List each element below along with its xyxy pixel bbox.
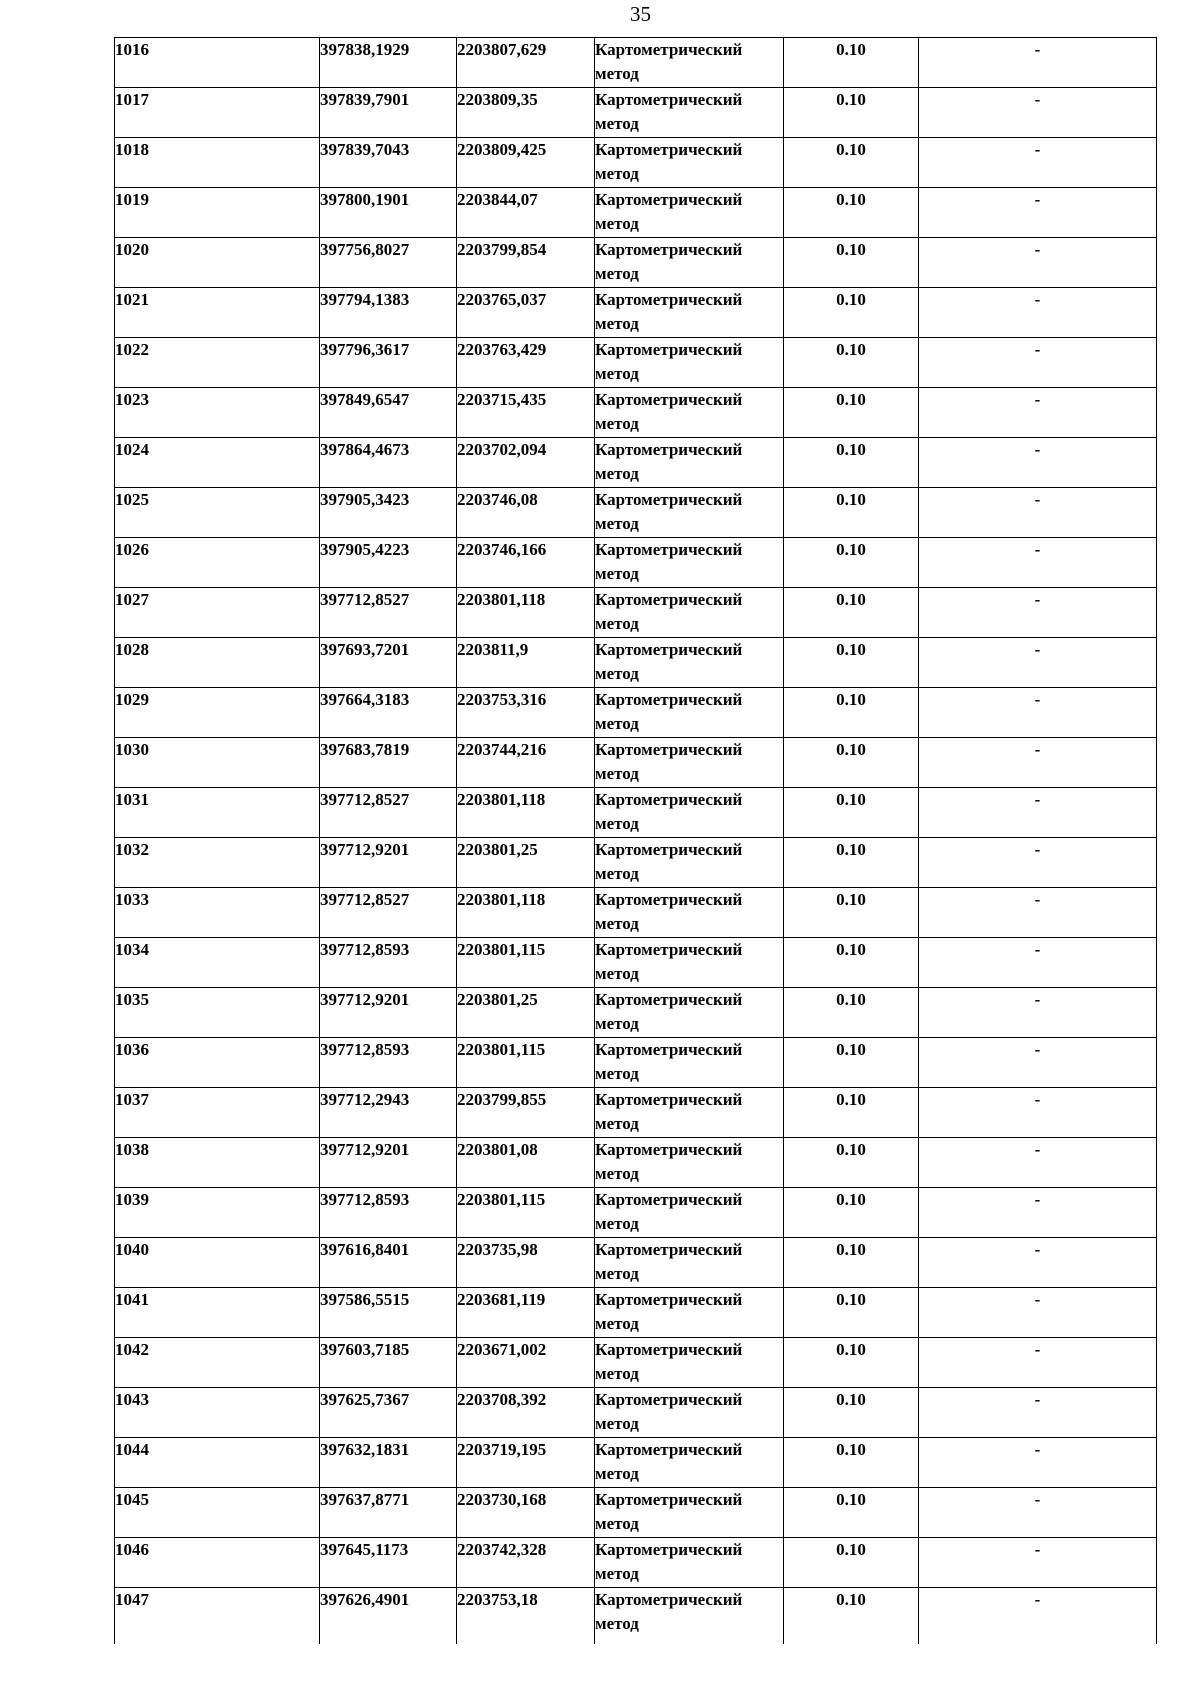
point-number-cell: 1026: [115, 538, 320, 588]
table-row: [115, 438, 1157, 488]
point-number-cell: 1024: [115, 438, 320, 488]
accuracy-cell: 0.10: [784, 1488, 919, 1538]
table-row: [115, 1238, 1157, 1288]
x-coordinate-cell: 397712,8593: [320, 1038, 457, 1088]
method-cell: Картометрический метод: [595, 438, 784, 488]
x-coordinate-cell: 397756,8027: [320, 238, 457, 288]
method-cell: Картометрический метод: [595, 988, 784, 1038]
accuracy-cell: 0.10: [784, 1188, 919, 1238]
table-row: [115, 1388, 1157, 1438]
x-coordinate-cell: 397796,3617: [320, 338, 457, 388]
y-coordinate-cell: 2203801,25: [457, 838, 595, 888]
note-cell: -: [919, 438, 1157, 488]
accuracy-cell: 0.10: [784, 38, 919, 88]
accuracy-cell: 0.10: [784, 1338, 919, 1388]
method-cell: Картометрический метод: [595, 1038, 784, 1088]
table-row: [115, 488, 1157, 538]
y-coordinate-cell: 2203801,118: [457, 588, 595, 638]
table-row: [115, 838, 1157, 888]
point-number-cell: 1043: [115, 1388, 320, 1438]
x-coordinate-cell: 397838,1929: [320, 38, 457, 88]
method-cell: Картометрический метод: [595, 638, 784, 688]
x-coordinate-cell: 397712,8593: [320, 1188, 457, 1238]
method-cell: Картометрический метод: [595, 1088, 784, 1138]
note-cell: -: [919, 388, 1157, 438]
point-number-cell: 1047: [115, 1588, 320, 1644]
point-number-cell: 1023: [115, 388, 320, 438]
note-cell: -: [919, 838, 1157, 888]
y-coordinate-cell: 2203671,002: [457, 1338, 595, 1388]
accuracy-cell: 0.10: [784, 488, 919, 538]
accuracy-cell: 0.10: [784, 938, 919, 988]
note-cell: -: [919, 988, 1157, 1038]
method-cell: Картометрический метод: [595, 888, 784, 938]
x-coordinate-cell: 397905,4223: [320, 538, 457, 588]
x-coordinate-cell: 397616,8401: [320, 1238, 457, 1288]
page-number: 35: [630, 2, 651, 26]
table-row: [115, 988, 1157, 1038]
x-coordinate-cell: 397864,4673: [320, 438, 457, 488]
x-coordinate-cell: 397800,1901: [320, 188, 457, 238]
table-row: [115, 1438, 1157, 1488]
y-coordinate-cell: 2203763,429: [457, 338, 595, 388]
method-cell: Картометрический метод: [595, 1438, 784, 1488]
table-row: [115, 1588, 1157, 1644]
accuracy-cell: 0.10: [784, 1088, 919, 1138]
note-cell: -: [919, 1238, 1157, 1288]
accuracy-cell: 0.10: [784, 638, 919, 688]
table-body: [115, 38, 1157, 1644]
y-coordinate-cell: 2203801,115: [457, 938, 595, 988]
note-cell: -: [919, 88, 1157, 138]
point-number-cell: 1030: [115, 738, 320, 788]
x-coordinate-cell: 397626,4901: [320, 1588, 457, 1644]
accuracy-cell: 0.10: [784, 788, 919, 838]
point-number-cell: 1027: [115, 588, 320, 638]
point-number-cell: 1025: [115, 488, 320, 538]
x-coordinate-cell: 397586,5515: [320, 1288, 457, 1338]
point-number-cell: 1018: [115, 138, 320, 188]
table-row: [115, 538, 1157, 588]
accuracy-cell: 0.10: [784, 1288, 919, 1338]
point-number-cell: 1038: [115, 1138, 320, 1188]
x-coordinate-cell: 397632,1831: [320, 1438, 457, 1488]
x-coordinate-cell: 397625,7367: [320, 1388, 457, 1438]
accuracy-cell: 0.10: [784, 238, 919, 288]
table-row: [115, 788, 1157, 838]
point-number-cell: 1044: [115, 1438, 320, 1488]
y-coordinate-cell: 2203746,08: [457, 488, 595, 538]
point-number-cell: 1035: [115, 988, 320, 1038]
accuracy-cell: 0.10: [784, 838, 919, 888]
x-coordinate-cell: 397603,7185: [320, 1338, 457, 1388]
accuracy-cell: 0.10: [784, 288, 919, 338]
method-cell: Картометрический метод: [595, 238, 784, 288]
method-cell: Картометрический метод: [595, 1488, 784, 1538]
x-coordinate-cell: 397712,9201: [320, 1138, 457, 1188]
y-coordinate-cell: 2203735,98: [457, 1238, 595, 1288]
y-coordinate-cell: 2203715,435: [457, 388, 595, 438]
accuracy-cell: 0.10: [784, 1538, 919, 1588]
method-cell: Картометрический метод: [595, 688, 784, 738]
y-coordinate-cell: 2203801,115: [457, 1188, 595, 1238]
table-row: [115, 1138, 1157, 1188]
coordinates-table: [114, 37, 1157, 1644]
point-number-cell: 1042: [115, 1338, 320, 1388]
note-cell: -: [919, 1588, 1157, 1644]
method-cell: Картометрический метод: [595, 488, 784, 538]
note-cell: -: [919, 1538, 1157, 1588]
method-cell: Картометрический метод: [595, 88, 784, 138]
note-cell: -: [919, 1438, 1157, 1488]
point-number-cell: 1032: [115, 838, 320, 888]
accuracy-cell: 0.10: [784, 338, 919, 388]
method-cell: Картометрический метод: [595, 138, 784, 188]
accuracy-cell: 0.10: [784, 588, 919, 638]
method-cell: Картометрический метод: [595, 1138, 784, 1188]
y-coordinate-cell: 2203799,855: [457, 1088, 595, 1138]
y-coordinate-cell: 2203801,118: [457, 788, 595, 838]
accuracy-cell: 0.10: [784, 1138, 919, 1188]
x-coordinate-cell: 397849,6547: [320, 388, 457, 438]
table-row: [115, 338, 1157, 388]
x-coordinate-cell: 397712,8527: [320, 588, 457, 638]
y-coordinate-cell: 2203811,9: [457, 638, 595, 688]
table-row: [115, 738, 1157, 788]
y-coordinate-cell: 2203801,25: [457, 988, 595, 1038]
table-row: [115, 388, 1157, 438]
table-row: [115, 1288, 1157, 1338]
y-coordinate-cell: 2203807,629: [457, 38, 595, 88]
accuracy-cell: 0.10: [784, 1038, 919, 1088]
y-coordinate-cell: 2203801,115: [457, 1038, 595, 1088]
method-cell: Картометрический метод: [595, 1538, 784, 1588]
table-row: [115, 1188, 1157, 1238]
method-cell: Картометрический метод: [595, 588, 784, 638]
y-coordinate-cell: 2203708,392: [457, 1388, 595, 1438]
x-coordinate-cell: 397712,8527: [320, 788, 457, 838]
table-row: [115, 1488, 1157, 1538]
note-cell: -: [919, 538, 1157, 588]
table-row: [115, 288, 1157, 338]
method-cell: Картометрический метод: [595, 1288, 784, 1338]
note-cell: -: [919, 1338, 1157, 1388]
x-coordinate-cell: 397712,8593: [320, 938, 457, 988]
note-cell: -: [919, 1038, 1157, 1088]
note-cell: -: [919, 288, 1157, 338]
method-cell: Картометрический метод: [595, 188, 784, 238]
point-number-cell: 1017: [115, 88, 320, 138]
note-cell: -: [919, 488, 1157, 538]
table-row: [115, 888, 1157, 938]
point-number-cell: 1036: [115, 1038, 320, 1088]
method-cell: Картометрический метод: [595, 1238, 784, 1288]
table-row: [115, 238, 1157, 288]
method-cell: Картометрический метод: [595, 738, 784, 788]
accuracy-cell: 0.10: [784, 88, 919, 138]
x-coordinate-cell: 397683,7819: [320, 738, 457, 788]
y-coordinate-cell: 2203799,854: [457, 238, 595, 288]
x-coordinate-cell: 397693,7201: [320, 638, 457, 688]
point-number-cell: 1022: [115, 338, 320, 388]
table-row: [115, 1338, 1157, 1388]
table-row: [115, 1038, 1157, 1088]
x-coordinate-cell: 397712,8527: [320, 888, 457, 938]
y-coordinate-cell: 2203742,328: [457, 1538, 595, 1588]
y-coordinate-cell: 2203702,094: [457, 438, 595, 488]
point-number-cell: 1037: [115, 1088, 320, 1138]
note-cell: -: [919, 38, 1157, 88]
accuracy-cell: 0.10: [784, 988, 919, 1038]
x-coordinate-cell: 397794,1383: [320, 288, 457, 338]
y-coordinate-cell: 2203719,195: [457, 1438, 595, 1488]
y-coordinate-cell: 2203730,168: [457, 1488, 595, 1538]
note-cell: -: [919, 688, 1157, 738]
method-cell: Картометрический метод: [595, 1388, 784, 1438]
method-cell: Картометрический метод: [595, 338, 784, 388]
accuracy-cell: 0.10: [784, 1238, 919, 1288]
point-number-cell: 1045: [115, 1488, 320, 1538]
y-coordinate-cell: 2203753,316: [457, 688, 595, 738]
accuracy-cell: 0.10: [784, 138, 919, 188]
method-cell: Картометрический метод: [595, 288, 784, 338]
x-coordinate-cell: 397905,3423: [320, 488, 457, 538]
accuracy-cell: 0.10: [784, 388, 919, 438]
note-cell: -: [919, 1088, 1157, 1138]
note-cell: -: [919, 788, 1157, 838]
y-coordinate-cell: 2203801,118: [457, 888, 595, 938]
method-cell: Картометрический метод: [595, 538, 784, 588]
table-row: [115, 188, 1157, 238]
method-cell: Картометрический метод: [595, 388, 784, 438]
y-coordinate-cell: 2203753,18: [457, 1588, 595, 1644]
x-coordinate-cell: 397712,9201: [320, 838, 457, 888]
method-cell: Картометрический метод: [595, 38, 784, 88]
accuracy-cell: 0.10: [784, 538, 919, 588]
note-cell: -: [919, 138, 1157, 188]
x-coordinate-cell: 397712,9201: [320, 988, 457, 1038]
note-cell: -: [919, 238, 1157, 288]
note-cell: -: [919, 1488, 1157, 1538]
method-cell: Картометрический метод: [595, 1588, 784, 1644]
method-cell: Картометрический метод: [595, 938, 784, 988]
note-cell: -: [919, 938, 1157, 988]
accuracy-cell: 0.10: [784, 1438, 919, 1488]
table-row: [115, 1538, 1157, 1588]
note-cell: -: [919, 1288, 1157, 1338]
point-number-cell: 1033: [115, 888, 320, 938]
point-number-cell: 1034: [115, 938, 320, 988]
note-cell: -: [919, 888, 1157, 938]
point-number-cell: 1040: [115, 1238, 320, 1288]
y-coordinate-cell: 2203765,037: [457, 288, 595, 338]
note-cell: -: [919, 188, 1157, 238]
y-coordinate-cell: 2203681,119: [457, 1288, 595, 1338]
y-coordinate-cell: 2203744,216: [457, 738, 595, 788]
x-coordinate-cell: 397839,7043: [320, 138, 457, 188]
table-row: [115, 38, 1157, 88]
table-row: [115, 588, 1157, 638]
method-cell: Картометрический метод: [595, 838, 784, 888]
accuracy-cell: 0.10: [784, 738, 919, 788]
method-cell: Картометрический метод: [595, 1188, 784, 1238]
note-cell: -: [919, 588, 1157, 638]
x-coordinate-cell: 397712,2943: [320, 1088, 457, 1138]
x-coordinate-cell: 397664,3183: [320, 688, 457, 738]
table-row: [115, 938, 1157, 988]
y-coordinate-cell: 2203809,425: [457, 138, 595, 188]
point-number-cell: 1020: [115, 238, 320, 288]
method-cell: Картометрический метод: [595, 788, 784, 838]
point-number-cell: 1039: [115, 1188, 320, 1238]
point-number-cell: 1046: [115, 1538, 320, 1588]
note-cell: -: [919, 738, 1157, 788]
note-cell: -: [919, 338, 1157, 388]
y-coordinate-cell: 2203746,166: [457, 538, 595, 588]
accuracy-cell: 0.10: [784, 888, 919, 938]
point-number-cell: 1031: [115, 788, 320, 838]
table-row: [115, 1088, 1157, 1138]
note-cell: -: [919, 1188, 1157, 1238]
table-row: [115, 138, 1157, 188]
point-number-cell: 1021: [115, 288, 320, 338]
table-row: [115, 688, 1157, 738]
point-number-cell: 1041: [115, 1288, 320, 1338]
accuracy-cell: 0.10: [784, 188, 919, 238]
point-number-cell: 1028: [115, 638, 320, 688]
accuracy-cell: 0.10: [784, 1388, 919, 1438]
table-row: [115, 88, 1157, 138]
x-coordinate-cell: 397645,1173: [320, 1538, 457, 1588]
y-coordinate-cell: 2203801,08: [457, 1138, 595, 1188]
x-coordinate-cell: 397839,7901: [320, 88, 457, 138]
table-row: [115, 638, 1157, 688]
accuracy-cell: 0.10: [784, 688, 919, 738]
point-number-cell: 1019: [115, 188, 320, 238]
point-number-cell: 1016: [115, 38, 320, 88]
point-number-cell: 1029: [115, 688, 320, 738]
note-cell: -: [919, 1388, 1157, 1438]
accuracy-cell: 0.10: [784, 1588, 919, 1644]
method-cell: Картометрический метод: [595, 1338, 784, 1388]
accuracy-cell: 0.10: [784, 438, 919, 488]
x-coordinate-cell: 397637,8771: [320, 1488, 457, 1538]
note-cell: -: [919, 1138, 1157, 1188]
y-coordinate-cell: 2203844,07: [457, 188, 595, 238]
note-cell: -: [919, 638, 1157, 688]
y-coordinate-cell: 2203809,35: [457, 88, 595, 138]
